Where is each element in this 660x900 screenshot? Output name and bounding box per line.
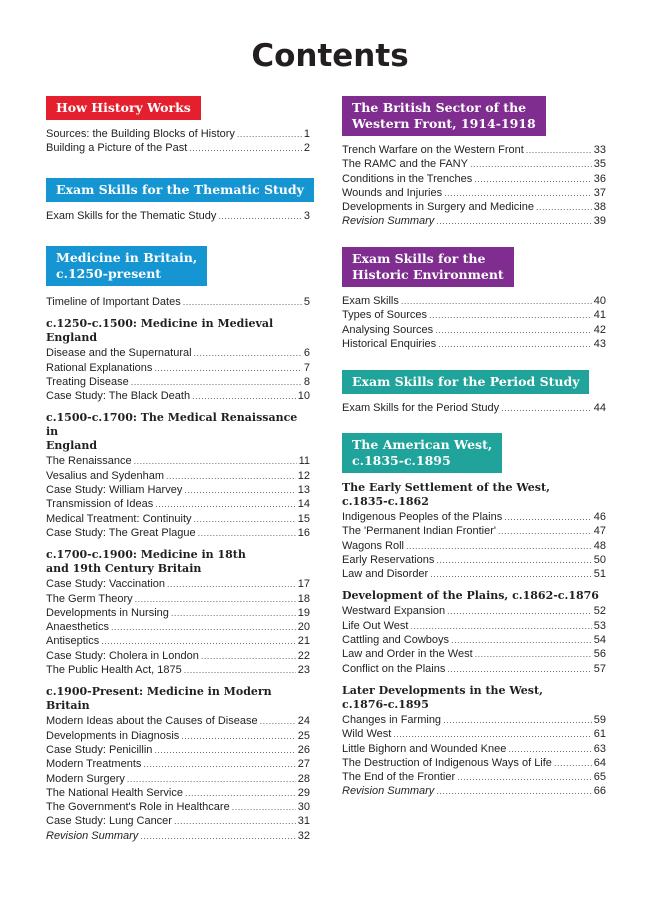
toc-entry-title: Case Study: The Black Death <box>46 390 191 403</box>
toc-entry <box>46 526 310 540</box>
dot-leader <box>475 647 592 661</box>
toc-entry <box>342 524 606 538</box>
toc-entry <box>46 634 310 648</box>
toc-entry <box>342 186 606 200</box>
toc-entry-title: Exam Skills for the Period Study <box>342 402 500 414</box>
subsection-title <box>342 684 606 712</box>
toc-entry <box>46 829 310 843</box>
toc-entry-page: 7 <box>303 361 310 374</box>
section-header-line: How History Works <box>56 100 191 115</box>
toc-entry-page: 16 <box>297 526 310 539</box>
toc-entry-page: 20 <box>297 621 310 634</box>
toc-entry-title: The Germ Theory <box>46 592 133 605</box>
toc-entry <box>46 127 310 141</box>
subsection-title-line: c.1700-c.1900: Medicine in 18th <box>46 548 246 562</box>
toc-entry <box>46 361 310 375</box>
toc-entry-page: 39 <box>593 215 606 228</box>
dot-leader <box>393 727 591 741</box>
toc-entry-page: 31 <box>297 815 310 828</box>
toc-entry-title: Modern Ideas about the Causes of Disease <box>46 715 258 728</box>
toc-entry-page: 43 <box>593 337 606 350</box>
subsection-title-line: c.1835-c.1862 <box>342 495 429 508</box>
toc-entry <box>46 454 310 468</box>
section-period-study <box>342 370 606 415</box>
subsection-title-line: c.1500-c.1700: The Medical Renaissance in <box>46 411 298 439</box>
toc-entry <box>342 784 606 798</box>
toc-entry-title: Types of Sources <box>342 309 427 322</box>
subsection-title <box>46 548 310 576</box>
dot-leader <box>127 772 296 786</box>
dot-leader <box>192 389 296 403</box>
dot-leader <box>436 784 591 798</box>
toc-entry-page: 19 <box>297 606 310 619</box>
dot-leader <box>435 323 592 337</box>
toc-entry <box>342 756 606 770</box>
toc-entry-page: 40 <box>593 295 606 307</box>
toc-entry-title: Conditions in the Trenches <box>342 172 473 185</box>
toc-entry-page: 47 <box>593 525 606 538</box>
dot-leader <box>218 209 302 223</box>
toc-entry <box>46 512 310 526</box>
dot-leader <box>501 401 592 415</box>
toc-entry-page: 3 <box>303 210 310 222</box>
section-header-line: Exam Skills for the Thematic Study <box>56 182 304 197</box>
toc-entry <box>342 539 606 553</box>
subsection-title-line: England <box>46 439 98 453</box>
dot-leader <box>167 577 296 591</box>
toc-entry-title: Law and Disorder <box>342 568 429 581</box>
dot-leader <box>134 454 297 468</box>
toc-entry-page: 37 <box>593 186 606 199</box>
toc-entry-title: The Destruction of Indigenous Ways of Life <box>342 756 552 769</box>
toc-entry-page: 54 <box>593 634 606 647</box>
subsection-title <box>46 685 310 713</box>
dot-leader <box>101 634 296 648</box>
dot-leader <box>155 497 296 511</box>
dot-leader <box>135 592 296 606</box>
subsection-title-line: Later Developments in the West, <box>342 683 543 697</box>
section-how-history-works <box>46 96 310 156</box>
toc-entry-page: 64 <box>593 756 606 769</box>
dot-leader <box>194 512 296 526</box>
toc-entry <box>342 200 606 214</box>
toc-entry <box>46 772 310 786</box>
toc-entry-title: Little Bighorn and Wounded Knee <box>342 742 507 755</box>
toc-entry-title: Developments in Surgery and Medicine <box>342 201 534 214</box>
toc-entry-page: 51 <box>593 568 606 581</box>
toc-entry-page: 11 <box>298 455 310 468</box>
toc-entry-title: Trench Warfare on the Western Front <box>342 144 524 156</box>
toc-entry-page: 53 <box>593 619 606 632</box>
section-header-line: Exam Skills for the Period Study <box>352 374 580 389</box>
toc-entry-title: Exam Skills <box>342 295 399 307</box>
section-header-line: The British Sector of the <box>352 100 527 115</box>
toc-entry-page: 65 <box>593 771 606 784</box>
subsection-title-line: c.1250-c.1500: Medicine in Medieval England <box>46 317 274 345</box>
toc-entry <box>342 633 606 647</box>
toc-entry <box>46 346 310 360</box>
dot-leader <box>429 308 592 322</box>
toc-entry <box>46 469 310 483</box>
toc-entry-page: 63 <box>593 742 606 755</box>
toc-entry-title: The End of the Frontier <box>342 771 456 784</box>
subsection-title-line: c.1900-Present: Medicine in Modern Britain <box>46 685 272 713</box>
toc-entry <box>46 729 310 743</box>
toc-entry <box>46 483 310 497</box>
dot-leader <box>232 800 296 814</box>
toc-entry-title: Exam Skills for the Thematic Study <box>46 210 217 222</box>
dot-leader <box>474 172 592 186</box>
dot-leader <box>194 346 302 360</box>
section-header-line: c.1835-c.1895 <box>352 453 451 468</box>
toc-entry <box>46 295 310 309</box>
toc-entry <box>46 375 310 389</box>
toc-entry <box>46 606 310 620</box>
dot-leader <box>554 756 592 770</box>
toc-entry-title: Developments in Diagnosis <box>46 729 180 742</box>
toc-entry <box>342 770 606 784</box>
toc-entry <box>342 604 606 618</box>
toc-entry <box>46 663 310 677</box>
toc-entry-title: The Government's Role in Healthcare <box>46 801 230 814</box>
toc-entry-title: Case Study: The Great Plague <box>46 526 196 539</box>
toc-entry-page: 25 <box>297 729 310 742</box>
toc-entry <box>342 727 606 741</box>
section-header-historic-environment <box>342 247 514 287</box>
toc-entry-title: Medical Treatment: Continuity <box>46 512 192 525</box>
toc-entry-page: 8 <box>303 375 310 388</box>
toc-entry <box>342 401 606 415</box>
section-british-sector <box>342 96 606 229</box>
toc-entry-title: Wounds and Injuries <box>342 186 443 199</box>
toc-entry <box>46 389 310 403</box>
toc-entry-title: Analysing Sources <box>342 323 434 336</box>
toc-entry-title: Life Out West <box>342 619 409 632</box>
toc-entry-title: Wagons Roll <box>342 539 404 552</box>
dot-leader <box>508 742 591 756</box>
toc-entry <box>342 323 606 337</box>
toc-entry <box>46 786 310 800</box>
section-header-line: Western Front, 1914-1918 <box>352 116 536 131</box>
toc-entry-page: 10 <box>297 390 310 403</box>
toc-entry <box>46 592 310 606</box>
toc-entry-page: 28 <box>297 772 310 785</box>
dot-leader <box>260 714 296 728</box>
subsection-title-line: The Early Settlement of the West, <box>342 481 550 494</box>
toc-entry-title: Case Study: Cholera in London <box>46 649 199 662</box>
toc-entry-page: 27 <box>297 758 310 771</box>
toc-entry-page: 29 <box>297 786 310 799</box>
toc-entry-title: Revision Summary <box>46 829 139 842</box>
subsection-title <box>46 411 310 453</box>
toc-entry-page: 21 <box>297 635 310 648</box>
toc-entry-page: 48 <box>593 539 606 552</box>
toc-entry-page: 15 <box>297 512 310 525</box>
toc-entry-page: 2 <box>303 142 310 155</box>
page-title: Contents <box>251 38 409 74</box>
toc-entry-title: Wild West <box>342 728 392 741</box>
toc-entry-page: 26 <box>297 743 310 756</box>
dot-leader <box>184 483 295 497</box>
subsection-early-settlement <box>342 481 606 581</box>
toc-entry <box>342 662 606 676</box>
section-header-how-history-works <box>46 96 201 120</box>
toc-entry-page: 44 <box>593 402 606 414</box>
toc-entry-title: Case Study: Penicillin <box>46 743 153 756</box>
dot-leader <box>436 553 591 567</box>
toc-entry-page: 30 <box>297 801 310 814</box>
section-header-line: Exam Skills for the <box>352 251 486 266</box>
toc-entry-title: Indigenous Peoples of the Plains <box>342 511 503 523</box>
toc-entry <box>342 619 606 633</box>
section-header-british-sector <box>342 96 546 136</box>
subsection-modern-britain <box>46 685 310 843</box>
toc-entry-title: The RAMC and the FANY <box>342 158 468 171</box>
toc-entry <box>46 757 310 771</box>
toc-entry-title: Westward Expansion <box>342 605 446 618</box>
toc-entry-page: 32 <box>297 829 310 842</box>
dot-leader <box>447 662 591 676</box>
toc-entry-title: Revision Summary <box>342 215 435 228</box>
dot-leader <box>184 663 296 677</box>
toc-entry-page: 46 <box>593 511 606 523</box>
toc-entry <box>342 157 606 171</box>
toc-entry-page: 59 <box>593 713 606 726</box>
dot-leader <box>181 729 295 743</box>
dot-leader <box>140 829 295 843</box>
toc-entry-page: 41 <box>593 309 606 322</box>
toc-entry-title: Changes in Farming <box>342 713 442 726</box>
toc-entry <box>46 714 310 728</box>
toc-entry-title: Rational Explanations <box>46 361 153 374</box>
toc-entry-page: 13 <box>297 484 310 497</box>
toc-entry-page: 50 <box>593 553 606 566</box>
toc-entry-page: 22 <box>297 649 310 662</box>
toc-entry-page: 61 <box>593 728 606 741</box>
subsection-title-line: c.1876-c.1895 <box>342 697 429 711</box>
subsection-medical-renaissance <box>46 411 310 540</box>
toc-entry-title: The 'Permanent Indian Frontier' <box>342 525 496 538</box>
toc-entry-title: The National Health Service <box>46 786 183 799</box>
toc-entry-page: 35 <box>593 158 606 171</box>
toc-entry-page: 6 <box>303 347 310 360</box>
dot-leader <box>143 757 295 771</box>
toc-entry-page: 23 <box>297 664 310 677</box>
toc-entry <box>342 647 606 661</box>
toc-entry <box>342 172 606 186</box>
toc-entry <box>342 143 606 157</box>
dot-leader <box>401 294 592 308</box>
toc-entry-title: Modern Treatments <box>46 758 142 771</box>
dot-leader <box>526 143 592 157</box>
toc-entry-title: Anaesthetics <box>46 621 109 634</box>
toc-entry <box>342 214 606 228</box>
toc-entry-title: Law and Order in the West <box>342 648 473 661</box>
section-header-medicine-in-britain <box>46 246 207 286</box>
dot-leader <box>198 526 296 540</box>
dot-leader <box>166 469 296 483</box>
toc-entry <box>342 510 606 524</box>
subsection-title-line: and 19th Century Britain <box>46 562 202 576</box>
toc-entry-page: 17 <box>297 578 310 591</box>
toc-entry-title: Case Study: Vaccination <box>46 578 166 591</box>
toc-entry-title: Cattling and Cowboys <box>342 634 450 647</box>
toc-entry <box>46 209 310 223</box>
toc-entry <box>46 814 310 828</box>
subsection-title <box>46 317 310 345</box>
section-header-american-west <box>342 433 502 473</box>
subsection-development-plains <box>342 589 606 675</box>
subsection-medieval-england <box>46 317 310 403</box>
toc-entry-page: 36 <box>593 172 606 185</box>
dot-leader <box>410 619 591 633</box>
dot-leader <box>189 141 302 155</box>
dot-leader <box>406 539 592 553</box>
toc-entry <box>46 497 310 511</box>
dot-leader <box>183 295 302 309</box>
dot-leader <box>154 361 301 375</box>
dot-leader <box>201 649 296 663</box>
toc-entry <box>46 620 310 634</box>
dot-leader <box>154 743 295 757</box>
dot-leader <box>498 524 592 538</box>
dot-leader <box>185 786 296 800</box>
toc-entry-title: Treating Disease <box>46 375 129 388</box>
toc-entry-title: Sources: the Building Blocks of History <box>46 128 235 140</box>
toc-entry-page: 1 <box>303 128 310 140</box>
toc-entry-title: Disease and the Supernatural <box>46 347 192 360</box>
section-header-line: Historic Environment <box>352 267 504 282</box>
toc-entry-page: 52 <box>593 605 606 618</box>
toc-entry <box>342 742 606 756</box>
toc-entry-title: Building a Picture of the Past <box>46 142 188 155</box>
toc-entry <box>342 553 606 567</box>
section-header-line: The American West, <box>352 437 493 452</box>
toc-entry <box>342 713 606 727</box>
section-header-period-study <box>342 370 589 394</box>
toc-entry-title: Antiseptics <box>46 635 100 648</box>
section-historic-environment <box>342 247 606 351</box>
toc-entry-page: 57 <box>593 662 606 675</box>
toc-entry-page: 12 <box>297 469 310 482</box>
toc-entry-title: Case Study: Lung Cancer <box>46 815 172 828</box>
subsection-title <box>342 481 606 509</box>
toc-entry-title: Early Reservations <box>342 553 435 566</box>
dot-leader <box>111 620 296 634</box>
toc-entry-title: The Renaissance <box>46 455 132 468</box>
section-medicine-in-britain <box>46 246 310 843</box>
dot-leader <box>443 713 592 727</box>
dot-leader <box>131 375 302 389</box>
toc-entry-title: Timeline of Important Dates <box>46 296 181 308</box>
toc-entry-title: Modern Surgery <box>46 772 125 785</box>
dot-leader <box>237 127 302 141</box>
toc-entry-title: Revision Summary <box>342 785 435 798</box>
subsection-title-line: Development of the Plains, c.1862-c.1876 <box>342 589 599 603</box>
toc-entry <box>46 800 310 814</box>
dot-leader <box>447 604 592 618</box>
toc-entry-page: 42 <box>593 323 606 336</box>
section-exam-skills-thematic <box>46 178 310 223</box>
toc-entry-page: 5 <box>303 296 310 308</box>
toc-entry-title: Developments in Nursing <box>46 606 169 619</box>
toc-entry <box>342 567 606 581</box>
dot-leader <box>438 337 592 351</box>
toc-entry-page: 33 <box>593 144 606 156</box>
dot-leader <box>171 606 296 620</box>
toc-entry-page: 66 <box>593 785 606 798</box>
dot-leader <box>470 157 592 171</box>
section-american-west <box>342 433 606 799</box>
toc-entry <box>46 743 310 757</box>
section-header-line: c.1250-present <box>56 266 162 281</box>
toc-entry <box>46 141 310 155</box>
toc-entry <box>342 337 606 351</box>
dot-leader <box>174 814 296 828</box>
subsection-18th-19th-century <box>46 548 310 677</box>
subsection-title <box>342 589 606 603</box>
toc-entry-page: 24 <box>297 715 310 728</box>
toc-entry <box>342 308 606 322</box>
toc-entry-page: 18 <box>297 592 310 605</box>
dot-leader <box>536 200 592 214</box>
toc-entry-title: Vesalius and Sydenham <box>46 469 165 482</box>
subsection-later-developments <box>342 684 606 799</box>
toc-entry-title: The Public Health Act, 1875 <box>46 664 182 677</box>
section-header-line: Medicine in Britain, <box>56 250 198 265</box>
dot-leader <box>457 770 592 784</box>
toc-entry-title: Case Study: William Harvey <box>46 484 183 497</box>
dot-leader <box>444 186 592 200</box>
toc-entry-title: Transmission of Ideas <box>46 498 154 511</box>
dot-leader <box>451 633 592 647</box>
toc-entry-page: 56 <box>593 648 606 661</box>
toc-entry-page: 38 <box>593 201 606 214</box>
dot-leader <box>436 214 591 228</box>
toc-entry <box>46 577 310 591</box>
section-header-exam-skills-thematic <box>46 178 314 202</box>
toc-entry <box>46 649 310 663</box>
toc-entry-title: Conflict on the Plains <box>342 662 446 675</box>
toc-entry-page: 14 <box>297 498 310 511</box>
toc-entry-title: Historical Enquiries <box>342 337 437 350</box>
toc-entry <box>342 294 606 308</box>
dot-leader <box>504 510 592 524</box>
dot-leader <box>430 567 592 581</box>
